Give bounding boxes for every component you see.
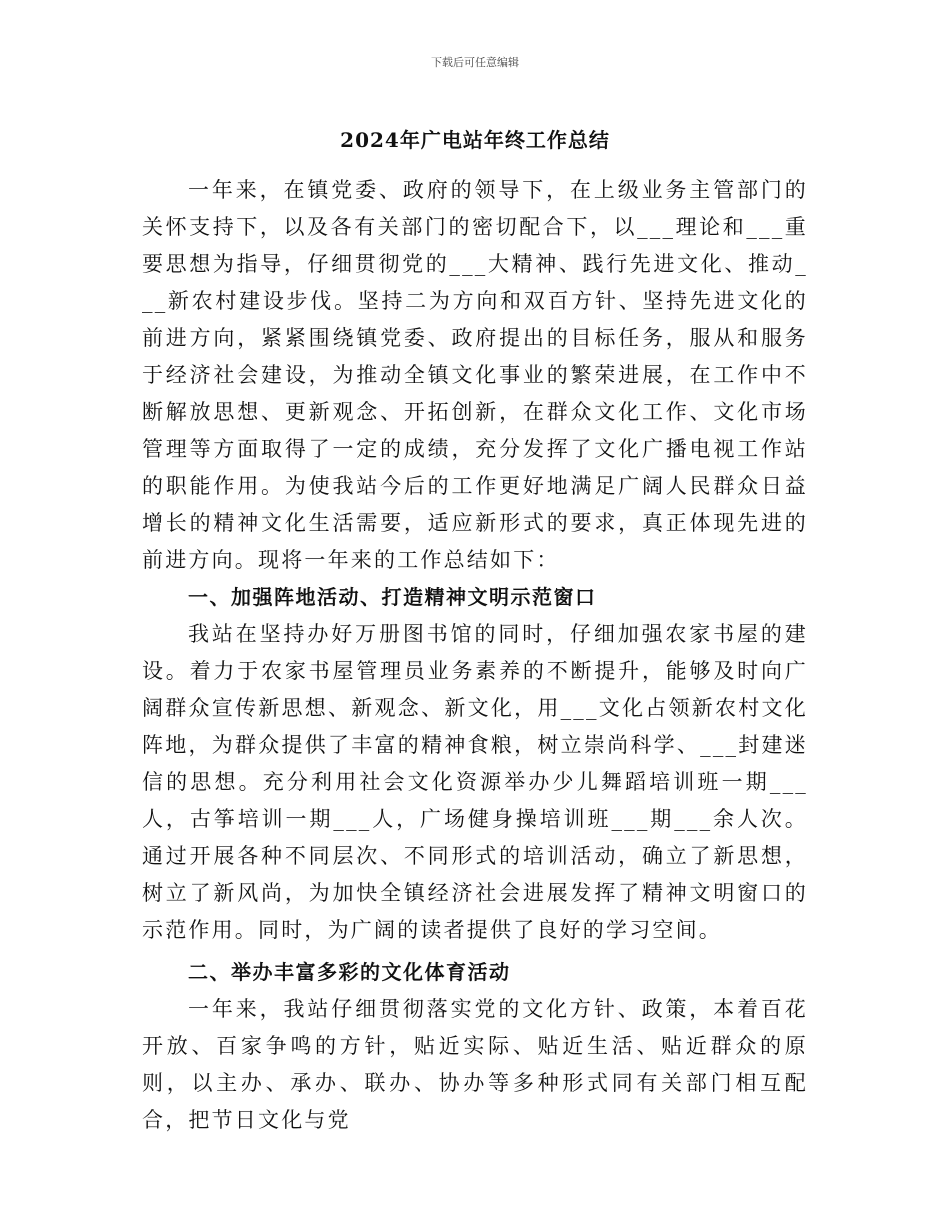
- document-body: [142, 172, 808, 1139]
- section-2-paragraph: 一年来，我站仔细贯彻落实党的文化方针、政策，本着百花开放、百家争鸣的方针，贴近实际、贴近生活、贴近群众的原则，以主办、承办、联办、协办等多种形式同有关部门相互配合，把节日文化与党: [142, 997, 808, 1132]
- section-heading-2: 二、举办丰富多彩的文化体育活动: [188, 960, 511, 984]
- intro-paragraph: 一年来，在镇党委、政府的领导下，在上级业务主管部门的关怀支持下，以及各有关部门的密切配合下，以___理论和___重要思想为指导，仔细贯彻党的___大精神、践行先进文化、推动___新农村建设步伐。坚持二为方向和双百方针、坚持先进文化的前进方向，紧紧围绕镇党委、政府提出的目标任务，服从和服务于经济社会建设，为推动全镇文化事业的繁荣进展，在工作中不断解放思想、更新观念、开拓创新，在群众文化工作、文化市场管理等方面取得了一定的成绩，充分发挥了文化广播电视工作站的职能作用。为使我站今后的工作更好地满足广阔人民群众日益增长的精神文化生活需要，适应新形式的要求，真正体现先进的前进方向。现将一年来的工作总结如下：: [142, 178, 808, 572]
- section-heading-1: 一、加强阵地活动、打造精神文明示范窗口: [188, 585, 597, 609]
- section-1-paragraph: 我站在坚持办好万册图书馆的同时，仔细加强农家书屋的建设。着力于农家书屋管理员业务素养的不断提升，能够及时向广阔群众宣传新思想、新观念、新文化，用___文化占领新农村文化阵地，为群众提供了丰富的精神食粮，树立崇尚科学、___封建迷信的思想。充分利用社会文化资源举办少儿舞蹈培训班一期___人，古筝培训一期___人，广场健身操培训班___期___余人次。通过开展各种不同层次、不同形式的培训活动，确立了新思想，树立了新风尚，为加快全镇经济社会进展发挥了精神文明窗口的示范作用。同时，为广阔的读者提供了良好的学习空间。: [142, 622, 808, 942]
- header-note: 下载后可任意编辑: [431, 56, 519, 69]
- document-title: 2024年广电站年终工作总结: [340, 128, 610, 152]
